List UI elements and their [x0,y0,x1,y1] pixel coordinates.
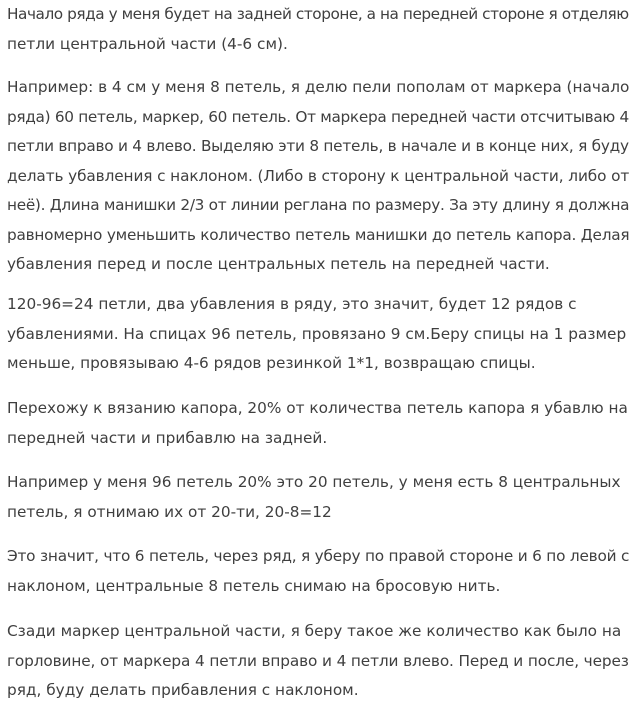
paragraph-3 [7,290,626,379]
paragraph-6 [7,542,629,601]
text-line: убавления перед и после центральных петель на передней части. [7,255,550,273]
text-line: меньше, провязываю 4-6 рядов резинкой 1*1, возвращаю спицы. [7,354,536,372]
text-line: Например: в 4 см у меня 8 петель, я делю пели пополам от маркера (начало [7,78,630,96]
text-line: убавлениями. На спицах 96 петель, провязано 9 см.Беру спицы на 1 размер [7,324,627,343]
text-line: Например у меня 96 петель 20% это 20 петель, у меня есть 8 центральных [7,473,621,491]
text-line: наклоном, центральные 8 петель снимаю на бросовую нить. [7,576,501,595]
text-line: Сзади маркер центральной части, я беру такое же количество как было на [7,622,622,640]
text-line: передней части и прибавлю на задней. [7,428,328,447]
text-line: петли центральной части (4-6 см). [7,34,288,53]
text-line: петли вправо и 4 влево. Выделяю эти 8 петель, в начале и в конце них, я буду [7,137,629,155]
text-line: ряд, буду делать прибавления с наклоном. [7,681,359,699]
paragraph-4 [7,394,628,453]
text-line: неё). Длина манишки 2/3 от линии реглана по размеру. За эту длину я должна [7,196,630,214]
text-line: ряда) 60 петель, маркер, 60 петель. От маркера передней части отсчитываю 4 [7,107,629,126]
text-line: горловине, от маркера 4 петли вправо и 4 петли влево. Перед и после, через [7,651,629,670]
text-line: делать убавления с наклоном. (Либо в сторону к центральной части, либо от [7,166,630,185]
text-line: равномерно уменьшить количество петель манишки до петель капора. Делая [7,225,630,244]
paragraph-5 [7,468,621,527]
text-line: 120-96=24 петли, два убавления в ряду, это значит, будет 12 рядов с [7,295,577,313]
paragraph-2 [7,73,629,280]
text-line: петель, я отнимаю их от 20-ти, 20-8=12 [7,502,332,521]
paragraph-7 [7,617,629,706]
text-line: Это значит, что 6 петель, через ряд, я уберу по правой стороне и 6 по левой с [7,547,630,565]
text-line: Перехожу к вязанию капора, 20% от количества петель капора я убавлю на [7,399,628,417]
text-line: Начало ряда у меня будет на задней стороне, а на передней стороне я отделяю [7,5,629,23]
paragraph-1 [7,0,629,59]
